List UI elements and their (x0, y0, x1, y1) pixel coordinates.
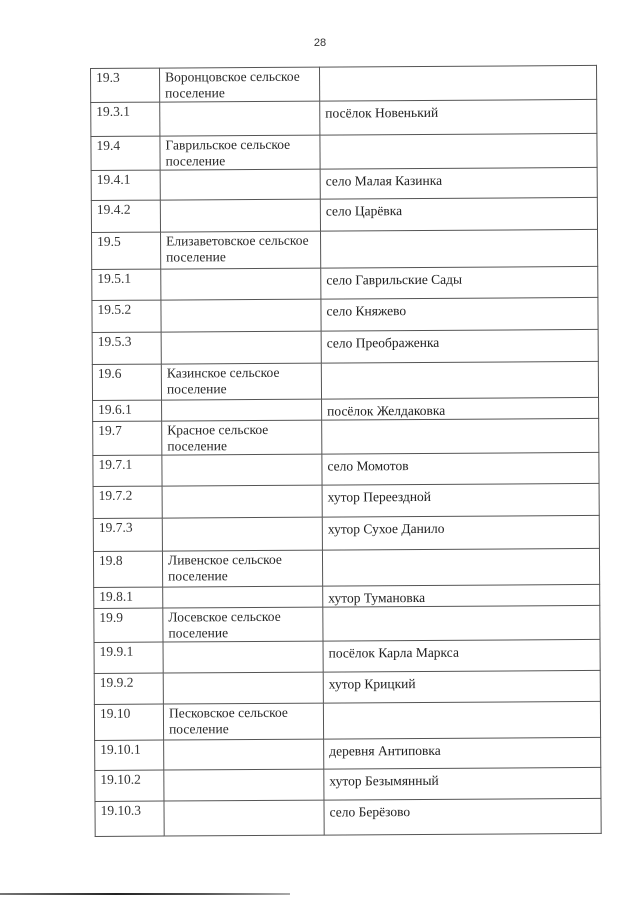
row-locality: село Момотов (322, 452, 599, 485)
table-row (93, 483, 599, 518)
row-locality: хутор Крицкий (323, 670, 600, 703)
row-locality: деревня Антиповка (324, 737, 601, 769)
row-code: 19.4.1 (91, 170, 160, 200)
row-settlement (162, 399, 322, 421)
table-row (91, 65, 597, 102)
row-settlement (160, 199, 320, 232)
table-row (93, 452, 599, 486)
row-settlement (163, 672, 323, 704)
row-code: 19.4 (91, 136, 160, 170)
table-row (94, 701, 600, 740)
row-locality: село Княжево (321, 297, 598, 331)
table-row (91, 133, 597, 170)
table-row (94, 670, 600, 704)
row-locality: посёлок Карла Маркса (323, 639, 600, 672)
table-row (94, 605, 600, 642)
row-code: 19.5 (92, 232, 161, 269)
row-locality: село Малая Казинка (320, 167, 597, 199)
table-row (91, 167, 597, 200)
row-settlement (161, 299, 321, 332)
table-row (92, 361, 598, 400)
row-code: 19.5.1 (92, 269, 161, 300)
row-settlement (160, 169, 320, 200)
row-code: 19.5.2 (92, 300, 161, 332)
row-locality (322, 418, 599, 454)
row-settlement: Красное сельское поселение (162, 420, 322, 455)
row-code: 19.4.2 (91, 200, 160, 232)
row-settlement (164, 769, 324, 801)
row-settlement: Лосевское сельское поселение (163, 607, 323, 642)
table-row (92, 329, 598, 364)
table-row (95, 737, 601, 770)
row-code: 19.7.1 (93, 455, 162, 486)
row-settlement: Воронцовское сельское поселение (160, 67, 320, 102)
page-number: 28 (313, 37, 327, 49)
row-settlement (164, 800, 324, 836)
row-code: 19.10.1 (95, 740, 164, 770)
row-settlement (160, 101, 320, 136)
row-locality: посёлок Новенький (320, 99, 597, 135)
settlements-table (90, 65, 602, 837)
row-code: 19.10.3 (95, 801, 164, 836)
row-code: 19.9.1 (94, 642, 163, 673)
table-row (95, 767, 601, 801)
table-row (92, 266, 598, 300)
table-row (92, 229, 598, 269)
row-settlement: Гаврильское сельское поселение (160, 135, 320, 170)
row-locality: село Берёзово (324, 798, 601, 835)
row-locality: село Гаврильские Сады (321, 266, 598, 299)
row-locality (320, 133, 597, 169)
table-row (91, 99, 597, 136)
row-settlement (162, 517, 322, 551)
row-settlement: Елизаветовское сельское поселение (161, 231, 321, 269)
row-locality (319, 65, 596, 101)
row-locality (322, 548, 599, 586)
table-row (91, 197, 597, 232)
row-code: 19.8.1 (94, 587, 163, 608)
row-code: 19.9.2 (94, 673, 163, 704)
row-locality (321, 229, 598, 268)
row-locality: хутор Безымянный (324, 767, 601, 800)
table-body (91, 65, 602, 836)
row-locality: посёлок Желдаковка (322, 397, 599, 420)
row-locality: село Преображенка (321, 329, 598, 363)
row-code: 19.7.3 (93, 518, 162, 551)
row-settlement (162, 454, 322, 486)
row-code: 19.6.1 (93, 400, 162, 421)
row-code: 19.5.3 (92, 332, 161, 364)
row-settlement (161, 331, 321, 364)
row-locality: село Царёвка (320, 197, 597, 231)
table-row (93, 548, 599, 587)
row-code: 19.3.1 (91, 102, 160, 136)
row-locality: хутор Тумановка (323, 584, 600, 607)
row-code: 19.3 (91, 68, 160, 102)
row-settlement: Казинское сельское поселение (161, 363, 321, 400)
row-locality: хутор Сухое Данило (322, 515, 599, 550)
row-code: 19.9 (94, 608, 163, 642)
table-row (93, 515, 599, 551)
row-settlement (161, 268, 321, 300)
row-settlement (163, 641, 323, 673)
row-code: 19.6 (92, 364, 161, 400)
row-locality: хутор Переездной (322, 483, 599, 517)
row-code: 19.8 (93, 551, 162, 587)
row-code: 19.10.2 (95, 770, 164, 801)
row-code: 19.10 (94, 704, 163, 740)
table-row (92, 297, 598, 332)
row-code: 19.7.2 (93, 486, 162, 518)
row-locality (323, 701, 600, 739)
footer-divider (0, 893, 290, 895)
row-code: 19.7 (93, 421, 162, 455)
row-locality (323, 605, 600, 641)
row-settlement (163, 586, 323, 608)
row-settlement: Песковское сельское поселение (163, 703, 323, 740)
table-row (94, 639, 600, 673)
row-settlement (164, 739, 324, 770)
row-locality (321, 361, 598, 399)
table-row (95, 798, 601, 836)
row-settlement: Ливенское сельское поселение (162, 550, 322, 587)
table-row (93, 418, 599, 455)
row-settlement (162, 485, 322, 518)
